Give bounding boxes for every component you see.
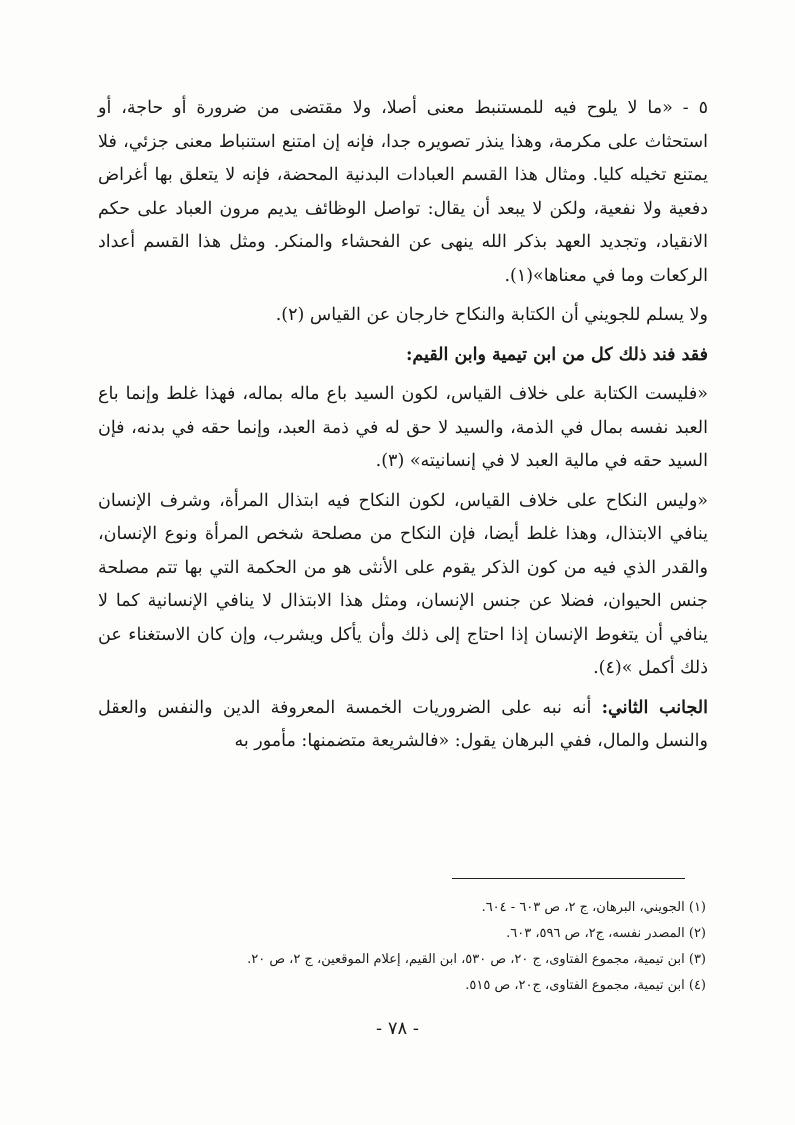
paragraph-kitaba-quote: «فليست الكتابة على خلاف القياس، لكون السيد باع ماله بماله، فهذا غلط وإنما باع العبد نفسه بمال في الذمة، والسيد لا حق له في ذمة العبد، وإنما حقه في بدنه، فإن السيد حقه في مالية العبد لا في إنسانيته» (٣). xyxy=(98,384,708,471)
second-aspect-text: أنه نبه على الضروريات الخمسة المعروفة الدين والنفس والعقل والنسل والمال، ففي البرهان يقول: «فالشريعة متضمنها: مأمور به xyxy=(98,697,708,751)
second-aspect-lead: الجانب الثاني: xyxy=(601,697,708,718)
footnote-4: (٤) ابن تيمية، مجموع الفتاوى، ج٢٠، ص ٥١٥. xyxy=(465,978,706,993)
main-text xyxy=(98,92,708,759)
footnote-separator xyxy=(452,878,685,879)
paragraph-nikah-quote: «وليس النكاح على خلاف القياس، لكون النكاح فيه ابتذال المرأة، وشرف الإنسان ينافي الابتذال، وهذا غلط أيضا، فإن النكاح من مصلحة شخص المرأة ونوع الإنسان، والقدر الذي فيه من كون الذكر يقوم على الأنثى هو من الحكمة التي بها تتم مصلحة جنس الحيوان، فضلا عن جنس الإنسان، ومثل هذا الابتذال لا ينافي الإنسانية كما لا ينافي أن يتغوط الإنسان إذا احتاج إلى ذلك وأن يأكل ويشرب، وإن كان الاستغناء عن ذلك أكمل »(٤). xyxy=(98,490,708,678)
paragraph-definition-5: ٥ - «ما لا يلوح فيه للمستنبط معنى أصلا، ولا مقتضى من ضرورة أو حاجة، أو استحثاث على مكرمة، وهذا ينذر تصويره جدا، فإنه إن امتنع استنباط معنى جزئي، فلا يمتنع تخيله كليا. ومثال هذا القسم العبادات البدنية المحضة، فإنه لا يتعلق بها أغراض دفعية ولا نفعية، ولكن لا يبعد أن يقال: تواصل الوظائف يديم مرون العباد على حكم الانقياد، وتجديد العهد بذكر الله ينهى عن الفحشاء والمنكر. ومثل هذا القسم أعداد الركعات وما في معناها»(١). xyxy=(98,98,708,286)
section-heading: فقد فند ذلك كل من ابن تيمية وابن القيم: xyxy=(405,344,708,365)
page-number: - ٧٨ - xyxy=(376,1018,419,1039)
footnote-3: (٣) ابن تيمية، مجموع الفتاوى، ج ٢٠، ص ٥٣٠، ابن القيم، إعلام الموقعين، ج ٢، ص ٢٠. xyxy=(247,952,706,967)
footnotes xyxy=(98,895,706,999)
paragraph-juwayni-note: ولا يسلم للجويني أن الكتابة والنكاح خارجان عن القياس (٢). xyxy=(275,305,708,325)
footnote-1: (١) الجويني، البرهان، ج ٢، ص ٦٠٣ - ٦٠٤. xyxy=(481,900,706,915)
footnote-2: (٢) المصدر نفسه، ج٢، ص ٥٩٦، ٦٠٣. xyxy=(506,926,706,941)
paragraph-second-aspect xyxy=(98,692,708,759)
